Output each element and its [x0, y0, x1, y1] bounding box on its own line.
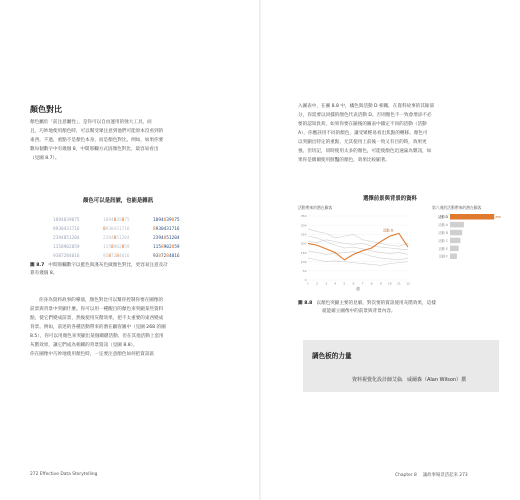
- x-tick-label: 10: [387, 281, 392, 286]
- y-tick-label: 200: [300, 241, 307, 246]
- number-cell: 9387284016: [103, 254, 130, 259]
- number-cell: 1094839875: [103, 218, 130, 223]
- text-line: 且，巧妙地使用顏色時，可以幫受眾注意到他們可能原本沒看到的: [30, 129, 164, 134]
- number-row: [53, 252, 203, 261]
- caption-label: 圖 8.8: [298, 301, 313, 306]
- text-line: 灰階效果，讓它們成為相關的背景資訊（見圖 8.8）。: [30, 343, 138, 348]
- sidebar-byline: 資料視覺化設計師艾倫．威爾森（Alan Wilson）撰: [352, 377, 467, 383]
- caption-line: 中間那欄數字以藍色與淺灰色做顏色對比，更容易注意及計: [48, 263, 168, 268]
- number-grid: [53, 216, 203, 261]
- bar: [450, 214, 494, 220]
- sidebar-title: 調色板的力量: [312, 352, 352, 360]
- x-tick-label: 11: [396, 281, 401, 286]
- y-tick-label: 350: [300, 214, 307, 219]
- text-line: 要的認知負荷。如果你要在隨後的圖表中鎖定不同的活動（活動: [298, 122, 427, 127]
- caption-line: 以顏色突顯主要的見解，對次要的資訊使用灰階效果，這樣: [316, 301, 436, 306]
- y-tick-label: 250: [300, 232, 307, 237]
- y-tick-label: 300: [300, 223, 307, 228]
- bar-category-label: 活動 C: [438, 238, 448, 243]
- y-tick-label: 150: [300, 250, 307, 255]
- page-footer-right: [395, 472, 468, 478]
- paragraph-continued: [298, 102, 434, 165]
- number-cell: 8930431716: [153, 227, 180, 232]
- text-line: A），你應該用不同的顏色，讓受眾輕易看出焦點的轉移。顏色可: [298, 131, 428, 136]
- number-cell: 8930431716: [103, 227, 130, 232]
- number-cell: 2394851204: [153, 236, 180, 241]
- x-tick-label: 3: [325, 281, 328, 286]
- x-tick-label: 4: [334, 281, 337, 286]
- text-line: 8.5），你可以用顏色來突顯出某個關鍵活動，但在其他活動上套用: [30, 334, 164, 339]
- number-row: [53, 216, 203, 225]
- figure-title: 選擇前景與背景的資料: [363, 196, 417, 202]
- text-line: 以突顯出特定的重點，尤其使用上前後一致又有目的時，效果更: [298, 140, 427, 145]
- figure-caption: [298, 300, 436, 316]
- bar: [450, 222, 464, 228]
- number-cell: 2394851204: [103, 236, 130, 241]
- text-line: 你在圖像中巧妙地使用顏色時，一定要注意顏色如何把資訊區: [30, 352, 155, 357]
- x-tick-label: 6: [352, 281, 355, 286]
- highlight-series-label: 活動 D: [382, 228, 394, 233]
- bar-value-label: 255: [495, 215, 501, 220]
- x-tick-label: 7: [361, 281, 364, 286]
- x-tick-label: 9: [379, 281, 382, 286]
- number-cell: 1094839875: [53, 218, 80, 223]
- number-row: [53, 234, 203, 243]
- text-line: 數每個數字中有幾個 8，中間那欄方式因顏色對比，最容易看出: [30, 147, 159, 152]
- caption-line: 就能確立圖像中的前景與背景內容。: [322, 309, 396, 314]
- caption-label: 圖 8.7: [30, 263, 45, 268]
- chart-subtitle: 第六週的活動帶來的潛在顧客: [432, 205, 482, 210]
- number-cell: 9387284016: [153, 254, 180, 259]
- number-row: [53, 225, 203, 234]
- paragraph-body: [30, 296, 166, 359]
- x-tick-label: 1: [307, 281, 309, 286]
- text-line: 分，你需要以同樣的顏色代表活動 D。否則顏色不一致會增添不必: [298, 113, 432, 118]
- bar-chart: [432, 204, 510, 274]
- sidebar-box: [303, 340, 499, 392]
- y-tick-label: 0: [304, 278, 307, 283]
- series-line: [308, 240, 408, 250]
- number-cell: 2394851204: [53, 236, 80, 241]
- bar-category-label: 活動 F: [438, 254, 448, 259]
- number-cell: 9387284016: [53, 254, 80, 259]
- caption-line: 算有幾個 8。: [30, 271, 58, 276]
- series-line: [308, 236, 408, 254]
- text-line: 點，使它們變成前景，然後使用灰階效果，把不太重要的東西變成: [30, 316, 164, 321]
- number-cell: 8930431716: [53, 227, 80, 232]
- bar: [450, 230, 462, 236]
- number-cell: 1094839875: [153, 218, 180, 223]
- bar-category-label: 活動 A: [438, 223, 448, 228]
- text-line: 東西。不過，重點不是顏色本身，而是顏色對比。例如，如果你要: [30, 138, 164, 143]
- right-page: [260, 0, 520, 500]
- number-row: [53, 243, 203, 252]
- y-tick-label: 100: [300, 259, 307, 264]
- x-tick-label: 12: [406, 281, 410, 286]
- figure-caption: [30, 262, 168, 278]
- bar: [450, 246, 459, 252]
- text-line: 背景。例如，前述的各種活動帶來的潛在顧客圖中（見圖 268 的圖: [30, 325, 166, 330]
- page-footer-left: 272 Effective Data Storytelling: [30, 472, 98, 477]
- text-line: 入圖表中，在圖 8.8 中，橘色與活動 D 相關，在資料故事的其餘部: [298, 104, 435, 109]
- bar-category-label: 活動 B: [438, 231, 448, 235]
- number-cell: 1158902859: [53, 245, 80, 250]
- number-cell: 1158902859: [103, 245, 130, 250]
- x-axis-label: 週: [356, 287, 360, 291]
- x-tick-label: 8: [370, 281, 373, 286]
- line-chart: [298, 204, 422, 294]
- section-heading: 顏色對比: [30, 105, 62, 114]
- number-cell: 1158902859: [153, 245, 180, 250]
- footer-chapter: Chapter 8: [395, 473, 417, 478]
- bar: [450, 238, 460, 244]
- bar-category-label: 活動 D: [438, 215, 448, 220]
- figure-title: 顏色可以是訊號，也能是雜訊: [83, 198, 154, 204]
- chart-subtitle: 活動帶來的潛在顧客: [298, 205, 333, 210]
- text-line: 顏色屬於「前注意屬性」，是你可以自由運用的強大工具，而: [30, 120, 152, 125]
- text-line: 前景與背景中突顯什麼。你可以用一種醒目的顏色來突顯某些資料: [30, 307, 164, 312]
- text-line: 強。但切記，同時使用太多的顏色，可能使顏色迅速淪為雜訊，如: [298, 149, 432, 154]
- bar-category-label: 活動 E: [438, 246, 448, 251]
- text-line: 果你是偶爾使用鮮豔的顏色，效果比較顯著。: [298, 158, 390, 163]
- y-tick-label: 50: [302, 269, 307, 274]
- text-line: 你身為資料故事的導演，顏色對比可以幫你控制你要在圖像的: [39, 298, 164, 303]
- footer-title: 讓故事場景活起來 273: [422, 473, 468, 478]
- x-tick-label: 2: [316, 281, 319, 286]
- bar: [450, 254, 457, 260]
- text-line: （見圖 8.7）。: [30, 156, 60, 161]
- paragraph-intro: [30, 118, 163, 163]
- x-tick-label: 5: [343, 281, 346, 286]
